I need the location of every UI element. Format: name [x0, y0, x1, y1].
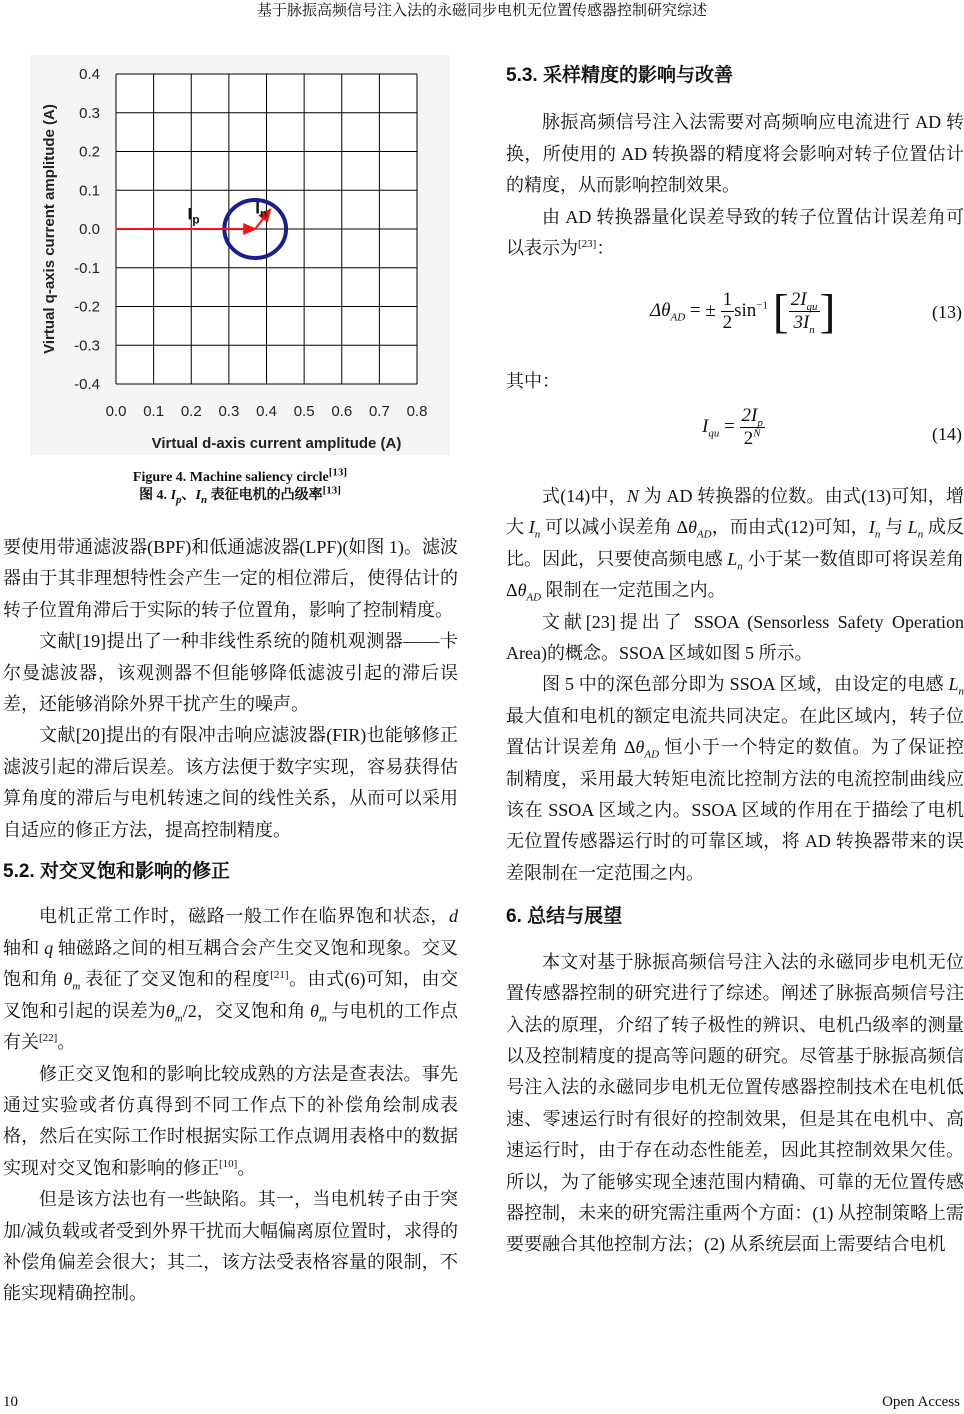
equation-14: [702, 405, 765, 450]
den: 2: [722, 312, 733, 333]
citation: [10]: [219, 1157, 238, 1170]
paragraph: [506, 669, 964, 889]
text-run: 。: [237, 1157, 256, 1178]
publisher-label: Open Access: [882, 1394, 960, 1410]
text-run: 文献[20]提出的有限冲击响应滤波器(FIR)也能够修正滤波引起的滞后误差。该方法便于数字实现，容易获得估算角度的滞后与电机转速之间的线性关系，从而可以采用自适应的修正方法，提高控制精度。: [3, 725, 458, 840]
math-symbol: q: [44, 937, 54, 958]
den: 3I: [793, 312, 810, 333]
bracket-right: ]: [819, 285, 836, 338]
text-run: 小于某一数值即可将误差角 Δ: [506, 548, 964, 601]
text-run: 式(14)中，: [542, 486, 627, 506]
y-tick-label: 0.2: [79, 143, 100, 161]
y-tick-label: 0.0: [79, 221, 100, 238]
x-tick-label: 0.7: [368, 403, 390, 420]
text-run: 文献[19]提出了一种非线性系统的随机观测器——卡尔曼滤波器，该观测器不但能够降低滤波引起的滞后误差，还能够消除外界干扰产生的噪声。: [3, 631, 458, 715]
caption-zh-rest: 表征电机的凸级率: [207, 488, 323, 503]
text-run: /2，交叉饱和角: [182, 1000, 311, 1021]
right-column-lower: [506, 481, 964, 1261]
where-label: 其中：: [506, 371, 560, 391]
text-run: 文献[23]提出了 SSOA (Sensorless Safety Operation Area)的概念。SSOA 区域如图 5 所示。: [506, 611, 964, 664]
bracket-left: [: [772, 285, 789, 338]
paragraph: [3, 532, 458, 626]
right-column: [506, 60, 964, 264]
equation-13: [650, 284, 836, 339]
x-tick-label: 0.0: [105, 403, 127, 420]
num-sub: p: [757, 416, 763, 429]
math-symbol: AD: [644, 748, 660, 761]
num-sub: qu: [806, 300, 818, 313]
x-tick-label: 0.5: [293, 403, 315, 420]
den-sub: n: [809, 323, 815, 336]
x-axis-label: Virtual d-axis current amplitude (A): [151, 435, 402, 452]
paragraph: [506, 607, 964, 670]
citation: [23]: [578, 238, 597, 251]
caption-in-sub: n: [200, 493, 208, 506]
citation: [22]: [39, 1032, 58, 1045]
math-symbol: θ: [517, 580, 527, 601]
text-run: 修正交叉饱和的影响比较成熟的方法是查表法。事先通过实验或者仿真得到不同工作点下的补偿角绘制成表格，然后在实际工作时根据实际工作点调用表格中的数据实现对交叉饱和影响的修正: [3, 1063, 458, 1178]
y-tick-label: -0.4: [74, 376, 100, 393]
paragraph: [3, 626, 458, 720]
y-tick-label: -0.3: [74, 337, 100, 355]
paragraph: [506, 481, 964, 607]
math-symbol: m: [72, 980, 81, 993]
paragraph: [3, 1184, 458, 1310]
math-symbol: n: [917, 529, 924, 541]
num: 2I: [741, 405, 758, 426]
eq-exp: −1: [756, 299, 768, 312]
paragraph: [3, 720, 458, 846]
x-tick-label: 0.2: [180, 403, 202, 420]
math-symbol: m: [174, 1012, 183, 1025]
math-symbol: AD: [526, 591, 542, 604]
vector-label-In: $I_n$: [255, 198, 268, 221]
text-run: ：: [596, 238, 615, 259]
x-tick-label: 0.1: [143, 403, 165, 420]
caption-ref-zh: [13]: [322, 484, 341, 497]
text-run: 为 AD 转换器的位数。由式(13)可知，增大: [506, 486, 964, 538]
math-symbol: θ: [165, 1000, 175, 1021]
text-run: 与: [880, 517, 908, 538]
y-tick-label: 0.3: [79, 104, 100, 122]
paragraph: [506, 107, 964, 201]
text-run: 要使用带通滤波器(BPF)和低通滤波器(LPF)(如图 1)。滤波器由于其非理想特性会产生一定的相位滞后，使得估计的转子位置角滞后于实际的转子位置角，影响了控制精度。: [3, 537, 458, 620]
num: 2I: [790, 289, 807, 310]
math-symbol: n: [534, 529, 541, 541]
eq-lhs: Δθ: [650, 299, 671, 321]
caption-ref: [13]: [328, 466, 348, 479]
vector-label-sub: p: [192, 212, 200, 227]
x-tick-label: 0.8: [406, 403, 428, 420]
text-run: 电机正常工作时，磁路一般工作在临界饱和状态，: [39, 906, 449, 927]
y-tick-label: -0.2: [74, 298, 100, 316]
math-symbol: m: [318, 1012, 327, 1025]
caption-ip: I: [170, 488, 177, 503]
math-symbol: n: [737, 560, 743, 573]
math-symbol: I: [528, 517, 535, 538]
text-run: 。由式(6)可知，由交叉饱和引起的误差为: [3, 969, 459, 1021]
text-run: 脉振高频信号注入法需要对高频响应电流进行 AD 转换，所使用的 AD 转换器的精度将会影响对转子位置估计的精度，从而影响控制效果。: [506, 112, 964, 196]
text-run: 恒小于一个特定的数值。为了保证控制精度，采用最大转矩电流比控制方法的电流控制曲线应该在 SSOA 区域之内。SSOA 区域的作用在于描绘了电机无位置传感器运行时的可靠区域，将 AD 转换器带来的误差限制在一定范围之内。: [506, 737, 964, 883]
fraction: [740, 405, 765, 450]
equation-number-14: (14): [932, 424, 962, 444]
text-run: 成反比。因此，只要使高频电感: [506, 517, 964, 569]
x-tick-label: 0.3: [218, 403, 240, 420]
math-symbol: N: [626, 486, 639, 506]
y-tick-label: 0.1: [79, 182, 100, 200]
paragraph: [506, 947, 964, 1261]
text-run: 表征了交叉饱和的程度: [80, 969, 271, 990]
math-symbol: I: [868, 517, 875, 538]
math-symbol: L: [948, 674, 959, 695]
section-heading-5-3: 5.3. 采样精度的影响与改善: [506, 65, 733, 86]
caption-en-text: Figure 4. Machine saliency circle: [132, 470, 329, 485]
caption-ip-sub: p: [176, 493, 182, 506]
text-run: 图 5 中的深色部分即为 SSOA 区域，由设定的电感: [542, 674, 949, 695]
y-tick-label: 0.4: [79, 66, 100, 83]
y-tick-label: -0.1: [74, 259, 100, 277]
math-symbol: L: [907, 517, 918, 538]
running-header: 基于脉振高频信号注入法的永磁同步电机无位置传感器控制研究综述: [256, 3, 707, 19]
section-heading-6: 6. 总结与展望: [506, 906, 623, 928]
text-run: 本文对基于脉振高频信号注入法的永磁同步电机无位置传感器控制的研究进行了综述。阐述了脉振高频信号注入法的原理，介绍了转子极性的辨识、电机凸级率的测量以及控制精度的提高等问题的研究。尽管基于脉振高频信号注入法的永磁同步电机无位置传感器控制技术在电机低速、零速运行时有很好的控制效果，但是其在电机中、高速运行时，由于存在动态性能差，因此其控制效果欠佳。所以，为了能够实现全速范围内精确、可靠的无位置传感器控制，未来的研究需注重两个方面：(1) 从控制策略上需要要融合其他控制方法；(2) 从系统层面上需要结合电机: [506, 951, 964, 1255]
text-run: 可以减小误差角 Δ: [540, 517, 689, 538]
math-symbol: θ: [635, 737, 645, 758]
math-symbol: θ: [310, 1000, 319, 1021]
num: 1: [722, 289, 733, 310]
math-symbol: AD: [696, 529, 712, 541]
caption-zh-prefix: 图 4.: [139, 488, 171, 503]
text-run: 最大值和电机的额定电流共同决定。在此区域内，转子位置估计误差角 Δ: [506, 705, 964, 758]
x-tick-label: 0.4: [256, 403, 277, 420]
fraction-half: [721, 289, 735, 334]
math-symbol: n: [874, 529, 881, 541]
den-sup: N: [753, 427, 761, 440]
eq-op: = ±: [689, 299, 716, 321]
paragraph: [506, 202, 964, 265]
paragraph: [3, 1059, 458, 1185]
den: 2: [743, 428, 754, 449]
math-symbol: L: [727, 548, 738, 569]
vector-label-sub: n: [259, 206, 268, 221]
text-run: 但是该方法也有一些缺陷。其一，当电机转子由于突加/减负载或者受到外界干扰而大幅偏离原位置时，求得的补偿角偏差会很大；其二，该方法受表格容量的限制，不能实现精确控制。: [3, 1189, 458, 1304]
fraction-main: [789, 289, 820, 334]
saliency-circle-figure: [30, 55, 450, 455]
math-symbol: θ: [688, 517, 697, 538]
caption-in: I: [195, 488, 201, 503]
x-tick-label: 0.6: [331, 403, 353, 420]
text-run: 与电机的工作点有关: [3, 1000, 459, 1053]
text-run: 。: [57, 1032, 76, 1053]
eq-fn: sin: [734, 299, 757, 321]
eq-op: =: [724, 415, 735, 437]
text-run: ，而由式(12)可知，: [711, 517, 869, 538]
math-symbol: n: [958, 686, 964, 699]
eq-sub: AD: [670, 311, 686, 324]
caption-sep: 、: [181, 488, 196, 503]
left-column: [3, 532, 458, 1310]
citation: [21]: [270, 969, 289, 982]
math-symbol: θ: [63, 969, 73, 990]
equation-number-13: (13): [932, 302, 962, 322]
page-number: 10: [3, 1394, 18, 1410]
figure-caption-en: [30, 466, 450, 486]
eq-sub: qu: [708, 427, 720, 440]
text-run: 限制在一定范围之内。: [541, 580, 726, 601]
section-heading-5-2: 5.2. 对交叉饱和影响的修正: [3, 861, 230, 883]
eq-lhs: I: [702, 415, 709, 437]
figure-caption-zh: [30, 484, 450, 506]
y-axis-label: Virtual q-axis current amplitude (A): [41, 104, 58, 354]
text-run: 由 AD 转换器量化误差导致的转子位置估计误差角可以表示为: [506, 206, 964, 259]
text-run: 轴和: [3, 937, 45, 958]
text-run: 轴磁路之间的相互耦合会产生交叉饱和现象。交叉饱和角: [3, 937, 459, 990]
vector-label-Ip: $I_p$: [187, 204, 200, 227]
paragraph: [3, 901, 458, 1058]
math-symbol: d: [449, 906, 458, 927]
